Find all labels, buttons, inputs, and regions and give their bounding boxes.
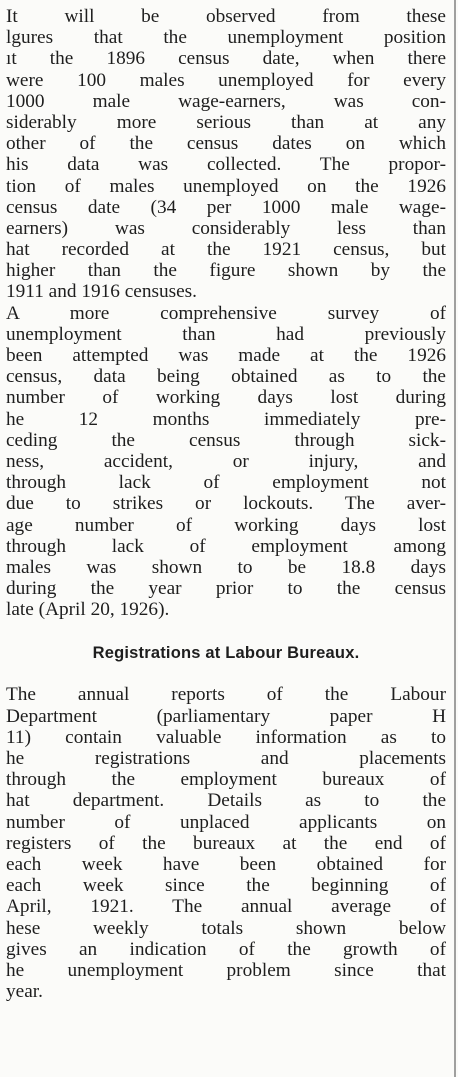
text-line: he unemployment problem since that <box>6 959 446 981</box>
text-line: age number of working days lost <box>6 514 446 536</box>
text-line: lgures that the unemployment position <box>6 27 446 49</box>
article-body <box>6 6 446 1002</box>
text-line: were 100 males unemployed for every <box>6 69 446 91</box>
text-line: A more comprehensive survey of <box>6 302 446 324</box>
text-line: April, 1921. The annual average of <box>6 896 446 918</box>
text-line: during the year prior to the census <box>6 578 446 600</box>
heading-spacer-bottom <box>6 666 446 684</box>
text-line: his data was collected. The propor- <box>6 154 446 176</box>
section-heading: Registrations at Labour Bureaux. <box>92 644 360 663</box>
text-line: he 12 months immediately pre- <box>6 408 446 430</box>
text-line: census date (34 per 1000 male wage- <box>6 196 446 218</box>
paragraph-1 <box>6 6 446 303</box>
text-line: Department (parliamentary paper H <box>6 705 446 727</box>
text-line: 1911 and 1916 censuses. <box>6 281 197 303</box>
text-line: through the employment bureaux of <box>6 769 446 791</box>
text-line: The annual reports of the Labour <box>6 684 446 706</box>
text-line: he registrations and placements <box>6 748 446 769</box>
paragraph-3 <box>6 684 446 1002</box>
text-line: unemployment than had previously <box>6 323 446 345</box>
text-line: tion of males unemployed on the 1926 <box>6 175 446 197</box>
text-line: number of unplaced applicants on <box>6 811 446 833</box>
text-line: each week have been obtained for <box>6 853 446 875</box>
text-line: year. <box>6 981 43 1003</box>
text-line: 11) contain valuable information as to <box>6 726 446 748</box>
text-line: siderably more serious than at any <box>6 111 446 133</box>
text-line: been attempted was made at the 1926 <box>6 345 446 366</box>
text-line: hese weekly totals shown below <box>6 917 446 939</box>
text-line: hat recorded at the 1921 census, but <box>6 239 446 261</box>
heading-spacer-top <box>6 620 446 640</box>
text-line: ceding the census through sick- <box>6 429 446 451</box>
text-line: each week since the beginning of <box>6 875 446 897</box>
text-line: higher than the figure shown by the <box>6 260 446 282</box>
text-line: registers of the bureaux at the end of <box>6 832 446 854</box>
text-line: through lack of employment not <box>6 472 446 494</box>
text-line: ness, accident, or injury, and <box>6 450 446 472</box>
column-rule <box>454 0 456 1077</box>
text-line: males was shown to be 18.8 days <box>6 556 446 578</box>
text-line: ıt the 1896 census date, when there <box>6 48 446 70</box>
paragraph-2 <box>6 303 446 621</box>
text-line: earners) was considerably less than <box>6 217 446 239</box>
text-line: other of the census dates on which <box>6 133 446 155</box>
text-line: census, data being obtained as to the <box>6 366 446 388</box>
text-line: through lack of employment among <box>6 535 446 557</box>
text-line: late (April 20, 1926). <box>6 599 170 621</box>
text-line: It will be observed from these <box>6 6 446 27</box>
text-line: hat department. Details as to the <box>6 790 446 812</box>
text-line: due to strikes or lockouts. The aver- <box>6 493 446 515</box>
text-line: number of working days lost during <box>6 387 446 409</box>
text-line: gives an indication of the growth of <box>6 938 446 960</box>
text-line: 1000 male wage-earners, was con- <box>6 90 446 112</box>
